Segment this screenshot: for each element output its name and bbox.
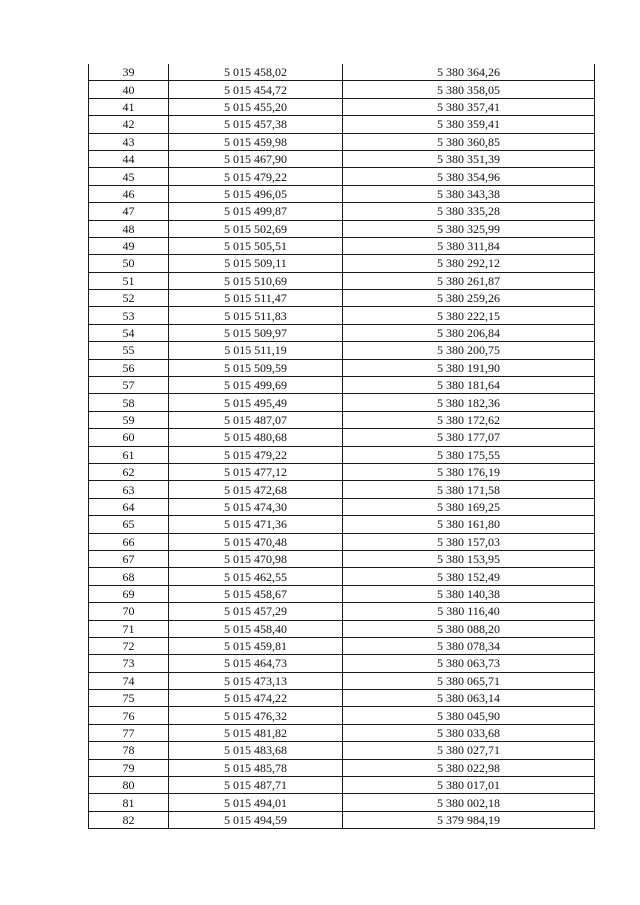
y-coordinate-cell: 5 380 191,90 <box>343 359 595 376</box>
table-row <box>89 811 595 828</box>
x-coordinate-cell: 5 015 479,22 <box>169 446 343 463</box>
x-coordinate-cell: 5 015 485,78 <box>169 759 343 776</box>
x-coordinate-cell: 5 015 480,68 <box>169 429 343 446</box>
table-row <box>89 81 595 98</box>
table-row <box>89 794 595 811</box>
point-number-cell: 80 <box>89 777 169 794</box>
table-row <box>89 116 595 133</box>
point-number-cell: 81 <box>89 794 169 811</box>
y-coordinate-cell: 5 380 261,87 <box>343 272 595 289</box>
point-number-cell: 50 <box>89 255 169 272</box>
point-number-cell: 66 <box>89 533 169 550</box>
table-row <box>89 98 595 115</box>
y-coordinate-cell: 5 380 175,55 <box>343 446 595 463</box>
y-coordinate-cell: 5 380 172,62 <box>343 411 595 428</box>
point-number-cell: 56 <box>89 359 169 376</box>
x-coordinate-cell: 5 015 474,30 <box>169 498 343 515</box>
y-coordinate-cell: 5 380 364,26 <box>343 64 595 81</box>
x-coordinate-cell: 5 015 494,59 <box>169 811 343 828</box>
point-number-cell: 45 <box>89 168 169 185</box>
table-row <box>89 724 595 741</box>
table-row <box>89 568 595 585</box>
table-row <box>89 133 595 150</box>
table-row <box>89 672 595 689</box>
point-number-cell: 51 <box>89 272 169 289</box>
table-row <box>89 394 595 411</box>
table-row <box>89 255 595 272</box>
y-coordinate-cell: 5 380 311,84 <box>343 237 595 254</box>
x-coordinate-cell: 5 015 487,71 <box>169 777 343 794</box>
y-coordinate-cell: 5 380 206,84 <box>343 324 595 341</box>
x-coordinate-cell: 5 015 509,11 <box>169 255 343 272</box>
x-coordinate-cell: 5 015 457,29 <box>169 603 343 620</box>
table-row <box>89 290 595 307</box>
x-coordinate-cell: 5 015 511,47 <box>169 290 343 307</box>
x-coordinate-cell: 5 015 458,67 <box>169 585 343 602</box>
point-number-cell: 68 <box>89 568 169 585</box>
x-coordinate-cell: 5 015 454,72 <box>169 81 343 98</box>
point-number-cell: 63 <box>89 481 169 498</box>
point-number-cell: 82 <box>89 811 169 828</box>
x-coordinate-cell: 5 015 483,68 <box>169 742 343 759</box>
table-row <box>89 533 595 550</box>
y-coordinate-cell: 5 380 022,98 <box>343 759 595 776</box>
x-coordinate-cell: 5 015 459,81 <box>169 637 343 654</box>
y-coordinate-cell: 5 380 063,73 <box>343 655 595 672</box>
point-number-cell: 47 <box>89 203 169 220</box>
table-row <box>89 463 595 480</box>
point-number-cell: 39 <box>89 64 169 81</box>
x-coordinate-cell: 5 015 499,69 <box>169 377 343 394</box>
x-coordinate-cell: 5 015 473,13 <box>169 672 343 689</box>
x-coordinate-cell: 5 015 457,38 <box>169 116 343 133</box>
table-row <box>89 203 595 220</box>
table-row <box>89 777 595 794</box>
x-coordinate-cell: 5 015 470,98 <box>169 550 343 567</box>
point-number-cell: 67 <box>89 550 169 567</box>
x-coordinate-cell: 5 015 459,98 <box>169 133 343 150</box>
point-number-cell: 55 <box>89 342 169 359</box>
x-coordinate-cell: 5 015 511,83 <box>169 307 343 324</box>
table-row <box>89 498 595 515</box>
point-number-cell: 57 <box>89 377 169 394</box>
table-row <box>89 342 595 359</box>
y-coordinate-cell: 5 380 222,15 <box>343 307 595 324</box>
point-number-cell: 48 <box>89 220 169 237</box>
y-coordinate-cell: 5 380 343,38 <box>343 185 595 202</box>
point-number-cell: 70 <box>89 603 169 620</box>
table-row <box>89 185 595 202</box>
table-row <box>89 307 595 324</box>
table-row <box>89 359 595 376</box>
point-number-cell: 77 <box>89 724 169 741</box>
point-number-cell: 58 <box>89 394 169 411</box>
x-coordinate-cell: 5 015 487,07 <box>169 411 343 428</box>
x-coordinate-cell: 5 015 510,69 <box>169 272 343 289</box>
point-number-cell: 62 <box>89 463 169 480</box>
table-row <box>89 324 595 341</box>
y-coordinate-cell: 5 380 161,80 <box>343 516 595 533</box>
x-coordinate-cell: 5 015 496,05 <box>169 185 343 202</box>
point-number-cell: 59 <box>89 411 169 428</box>
x-coordinate-cell: 5 015 499,87 <box>169 203 343 220</box>
y-coordinate-cell: 5 380 152,49 <box>343 568 595 585</box>
table-row <box>89 585 595 602</box>
x-coordinate-cell: 5 015 464,73 <box>169 655 343 672</box>
x-coordinate-cell: 5 015 467,90 <box>169 150 343 167</box>
y-coordinate-cell: 5 380 177,07 <box>343 429 595 446</box>
point-number-cell: 41 <box>89 98 169 115</box>
coordinates-table-body <box>89 64 595 829</box>
table-row <box>89 272 595 289</box>
point-number-cell: 65 <box>89 516 169 533</box>
y-coordinate-cell: 5 380 065,71 <box>343 672 595 689</box>
y-coordinate-cell: 5 380 176,19 <box>343 463 595 480</box>
point-number-cell: 49 <box>89 237 169 254</box>
x-coordinate-cell: 5 015 477,12 <box>169 463 343 480</box>
table-row <box>89 446 595 463</box>
point-number-cell: 40 <box>89 81 169 98</box>
table-row <box>89 655 595 672</box>
y-coordinate-cell: 5 380 169,25 <box>343 498 595 515</box>
y-coordinate-cell: 5 380 116,40 <box>343 603 595 620</box>
point-number-cell: 78 <box>89 742 169 759</box>
y-coordinate-cell: 5 380 045,90 <box>343 707 595 724</box>
table-row <box>89 220 595 237</box>
table-row <box>89 150 595 167</box>
point-number-cell: 71 <box>89 620 169 637</box>
y-coordinate-cell: 5 380 002,18 <box>343 794 595 811</box>
y-coordinate-cell: 5 379 984,19 <box>343 811 595 828</box>
y-coordinate-cell: 5 380 200,75 <box>343 342 595 359</box>
table-row <box>89 411 595 428</box>
y-coordinate-cell: 5 380 335,28 <box>343 203 595 220</box>
point-number-cell: 69 <box>89 585 169 602</box>
point-number-cell: 46 <box>89 185 169 202</box>
point-number-cell: 76 <box>89 707 169 724</box>
table-row <box>89 620 595 637</box>
point-number-cell: 42 <box>89 116 169 133</box>
y-coordinate-cell: 5 380 140,38 <box>343 585 595 602</box>
table-row <box>89 516 595 533</box>
x-coordinate-cell: 5 015 458,40 <box>169 620 343 637</box>
y-coordinate-cell: 5 380 359,41 <box>343 116 595 133</box>
x-coordinate-cell: 5 015 471,36 <box>169 516 343 533</box>
y-coordinate-cell: 5 380 171,58 <box>343 481 595 498</box>
y-coordinate-cell: 5 380 181,64 <box>343 377 595 394</box>
x-coordinate-cell: 5 015 495,49 <box>169 394 343 411</box>
point-number-cell: 44 <box>89 150 169 167</box>
table-row <box>89 759 595 776</box>
point-number-cell: 79 <box>89 759 169 776</box>
table-row <box>89 481 595 498</box>
point-number-cell: 52 <box>89 290 169 307</box>
x-coordinate-cell: 5 015 470,48 <box>169 533 343 550</box>
point-number-cell: 64 <box>89 498 169 515</box>
x-coordinate-cell: 5 015 458,02 <box>169 64 343 81</box>
x-coordinate-cell: 5 015 502,69 <box>169 220 343 237</box>
y-coordinate-cell: 5 380 259,26 <box>343 290 595 307</box>
point-number-cell: 72 <box>89 637 169 654</box>
table-row <box>89 377 595 394</box>
coordinates-table <box>88 64 595 829</box>
y-coordinate-cell: 5 380 292,12 <box>343 255 595 272</box>
x-coordinate-cell: 5 015 509,97 <box>169 324 343 341</box>
y-coordinate-cell: 5 380 360,85 <box>343 133 595 150</box>
x-coordinate-cell: 5 015 476,32 <box>169 707 343 724</box>
y-coordinate-cell: 5 380 153,95 <box>343 550 595 567</box>
x-coordinate-cell: 5 015 505,51 <box>169 237 343 254</box>
table-row <box>89 237 595 254</box>
y-coordinate-cell: 5 380 325,99 <box>343 220 595 237</box>
y-coordinate-cell: 5 380 078,34 <box>343 637 595 654</box>
point-number-cell: 54 <box>89 324 169 341</box>
table-row <box>89 742 595 759</box>
x-coordinate-cell: 5 015 479,22 <box>169 168 343 185</box>
y-coordinate-cell: 5 380 017,01 <box>343 777 595 794</box>
y-coordinate-cell: 5 380 182,36 <box>343 394 595 411</box>
x-coordinate-cell: 5 015 474,22 <box>169 690 343 707</box>
y-coordinate-cell: 5 380 351,39 <box>343 150 595 167</box>
x-coordinate-cell: 5 015 509,59 <box>169 359 343 376</box>
y-coordinate-cell: 5 380 358,05 <box>343 81 595 98</box>
table-row <box>89 168 595 185</box>
y-coordinate-cell: 5 380 088,20 <box>343 620 595 637</box>
x-coordinate-cell: 5 015 455,20 <box>169 98 343 115</box>
table-row <box>89 64 595 81</box>
y-coordinate-cell: 5 380 354,96 <box>343 168 595 185</box>
x-coordinate-cell: 5 015 481,82 <box>169 724 343 741</box>
table-row <box>89 429 595 446</box>
y-coordinate-cell: 5 380 357,41 <box>343 98 595 115</box>
table-row <box>89 603 595 620</box>
y-coordinate-cell: 5 380 157,03 <box>343 533 595 550</box>
y-coordinate-cell: 5 380 027,71 <box>343 742 595 759</box>
x-coordinate-cell: 5 015 472,68 <box>169 481 343 498</box>
x-coordinate-cell: 5 015 462,55 <box>169 568 343 585</box>
point-number-cell: 53 <box>89 307 169 324</box>
point-number-cell: 43 <box>89 133 169 150</box>
point-number-cell: 74 <box>89 672 169 689</box>
point-number-cell: 60 <box>89 429 169 446</box>
y-coordinate-cell: 5 380 063,14 <box>343 690 595 707</box>
x-coordinate-cell: 5 015 511,19 <box>169 342 343 359</box>
point-number-cell: 73 <box>89 655 169 672</box>
table-row <box>89 690 595 707</box>
table-row <box>89 707 595 724</box>
x-coordinate-cell: 5 015 494,01 <box>169 794 343 811</box>
point-number-cell: 61 <box>89 446 169 463</box>
table-row <box>89 550 595 567</box>
table-row <box>89 637 595 654</box>
y-coordinate-cell: 5 380 033,68 <box>343 724 595 741</box>
point-number-cell: 75 <box>89 690 169 707</box>
